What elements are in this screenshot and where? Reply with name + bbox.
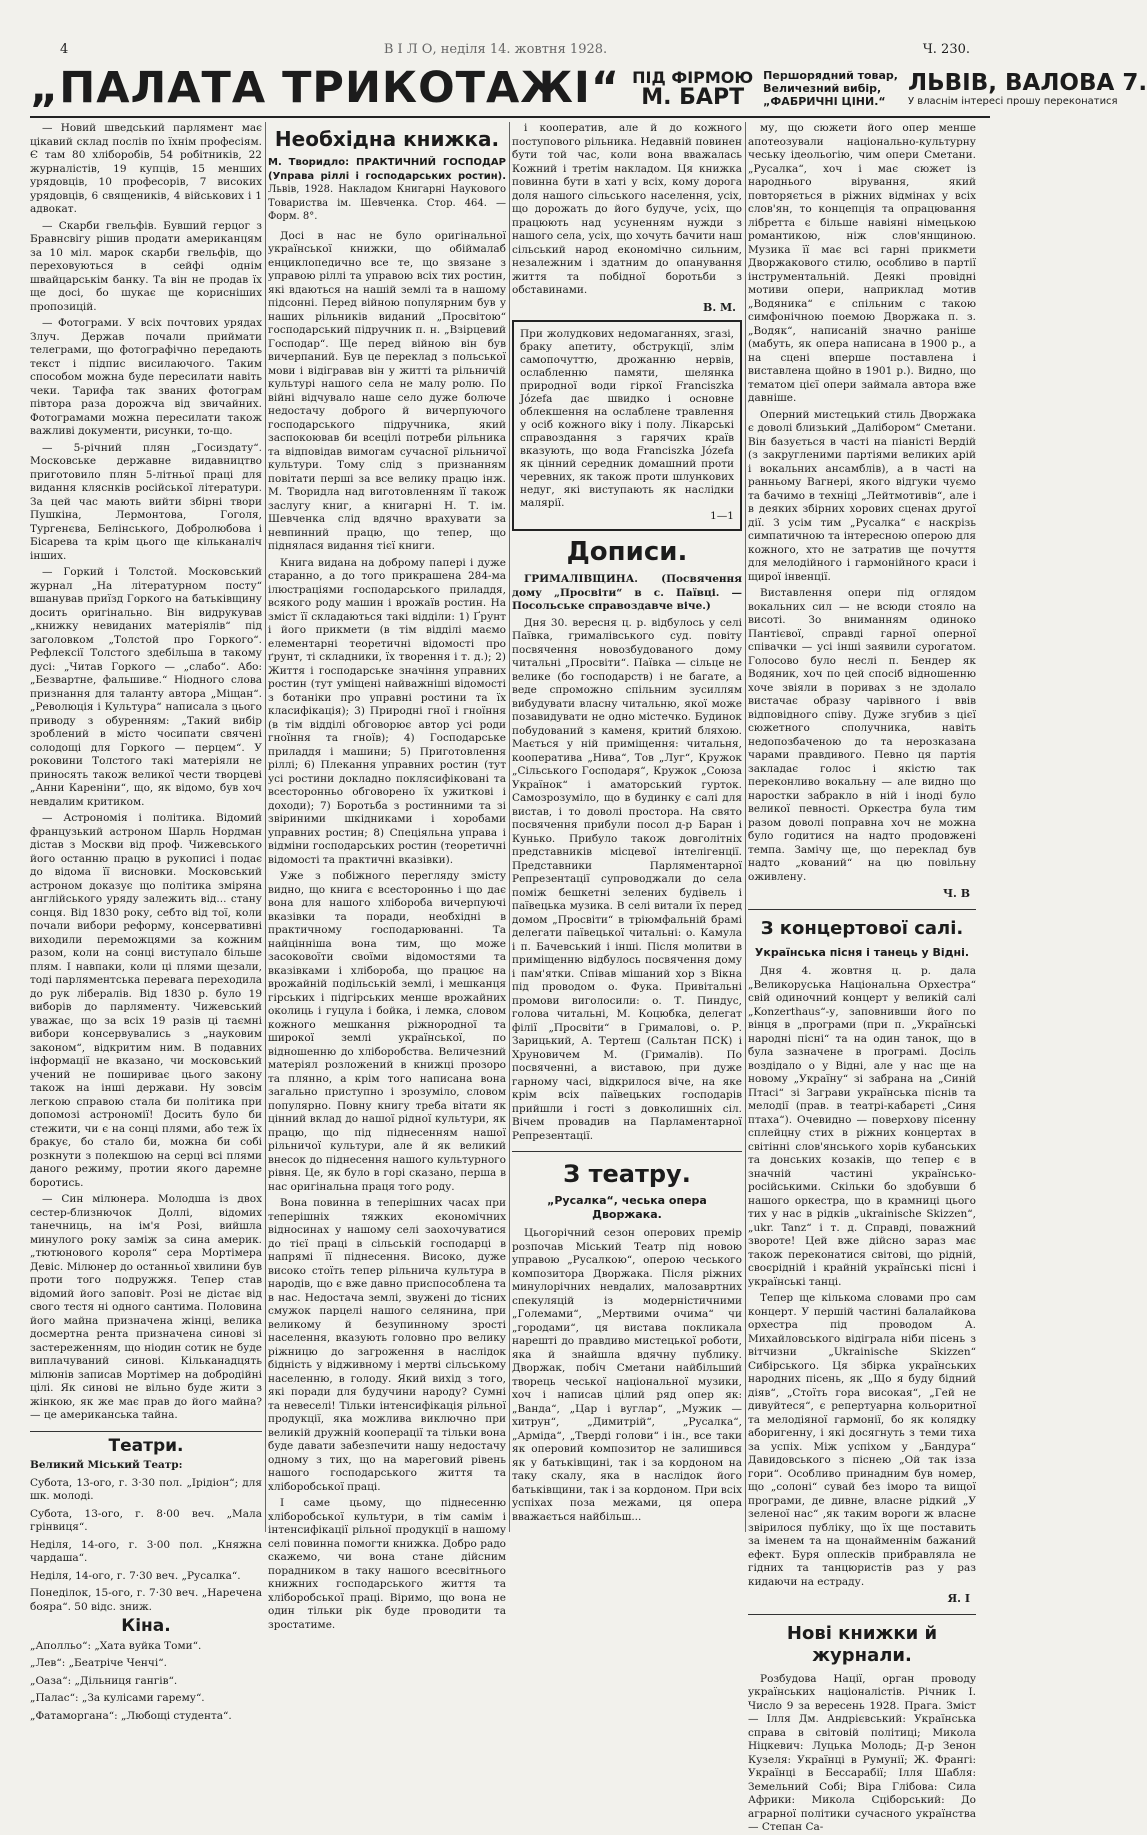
news-item: — 5-річний плян „Госиздату“. Московське державне видавництво приготовило плян 5-літньої праці для видання кляснків російської літератури. За цей час мають вийти збірні твори Пушкіна, Лермонтова, Гоголя, Тургенєва, Белінського, Добролюбова і Бісарева та крім цього ще кільканаліч інших. — [30, 441, 262, 562]
divider — [748, 1614, 976, 1615]
ad-firm — [632, 68, 753, 108]
page-header — [60, 40, 970, 58]
advertisement-banner — [30, 60, 1147, 118]
ad-goods-line1: Першорядний товар, — [763, 68, 898, 82]
dopys-lead: ГРИМАЛІВЩИНА. (Посвячення дому „Просвіти“ в с. Паївці. — Посольське справоздавче віче.) — [512, 573, 742, 612]
concert-signature: Я. І — [947, 1592, 970, 1605]
cinema-heading: Кіна. — [121, 1616, 171, 1636]
article-paragraph: Досі в нас не було оригінальної української книжки, що обіймалаб енциклопедично все те, що звязане з управою ріллі та управою всіх тих ростин, які вдаються на нашій землі та в нашому підсонні. Перед війною популярним був у наших рільників виданий „Просвітою“ господарський підручник п. н. „Взірцевий Господар“. Ще перед війною він був вичерпаний. Був це переклад з польської мови і відігравав він у житті та рільничій культурі нашого села не малу ролю. По війні відчувало наше село дуже болюче недостачу доброго й вичерпуючого господарського підручника, який заспокоював би всецілі потреби рільника та відповідав вимогам сучасної рільничої культури. Тому слід з признанням повітати перші за все велику працю інж. М. Творидла над виготовленням її також заслугу книг, а книгарні Н. Т. ім. Шевченка слід вдячно врахувати за невпинний працю, що тепер, що піднялася видання тієї книги. — [268, 229, 506, 552]
ad-title: „ПАЛАТА ТРИКОТАЖІ“ — [30, 63, 621, 113]
column-4 — [748, 122, 976, 1833]
news-item: — Астрономія і політика. Відомий французький астроном Шарль Нордман дістав з Москви від проф. Чижевського його останню працю в рукописі і подає до відома її висновки. Московський астроном доказує що політика зміряна англійського уряду залежить від... стану сонця. Від 1830 року, себто від тої, коли почали вибори реформу, консервативні виходили переможцями за кожним разом, коли на сонці виступало більше плям. І навпаки, коли ці плями щезали, тоді парляментська перевага переходила до рук лібералів. Від 1830 р. було 19 виборів до парляменту. Чижевський уважає, що за всіх 19 разів ці таємні вибори консервувались з „науковим законом“, відкритим ним. В подавних інформації не вказано, чи московський учений не пошириває цього закону також на інші держави. Ну зовсім легкою справою стала би політика при допомозі астрономії! Досить було би стежити, чи є на сонці плями, або теж їх бракує, бо стало би, можна би собі розкнути з полекшою на серці всі плями даного режиму, протии якого даремне боротись. — [30, 812, 262, 1189]
concert-body: Дня 4. жовтня ц. р. дала „Великоруська Національна Орхестра“ свій одиночний концерт у великій салі „Konzerthaus“-у, заповнивши його по вінця в „програми (при п. „Українські народні пісні“ та на один танок, що в була зазначене в програмі. Досіль воздідало о у Відні, але у нас ще на новому „Україну“ зі забрана на „Синій Птасі“ зі Заграви українська піснів та мелодії (прав. в театрі-кабарєті „Синя птаха“). Очевидно — поверхову пісенну сплейцну стих в ріжних концертах в світінні слов'янського хорів кубанських та донських козаків, що тепер є в значній частині українсько-російськими. Скільки бо здобувши б нашого оркестра, що в крамниці цього тих у нас в рідків „ukrainische Skizzen“, „ukr. Tanz“ і т. д. Справді, поважний звороте! Цей вже дійсно зараз має також переконатися світові, що рідній, своєрідній і крайній українські пісні і українські танці. — [748, 965, 976, 1288]
article-paragraph: Вона повинна в теперішних часах при теперішніх тяжких економічних відносинах у нашому селі заохочуватися до тієї праці в сільській господарці в напрямі її піднесення. Високо, дуже високо стоїть тепер рільнича культура в народів, що є вже давно приспособлена та в нас. Недостача землі, звужені до тісних смужок парцелі нашого селянина, при великому й безупинному зрості населення, вказують головно про велику ріжницю до загроження в наслідок бідність у відживному і мертві сільському населенню, в голоду. Який вихід з того, які поради для будучини народу? Сумні та невеселі! Тільки інтенсифікація рільної продукції, яка можлива виключно при великій дружній кооперації та тільки вона буде давати забезпечити нашу недостачу одному з тих, що на мареговий рівень нашого господарського життя та хліборобської праці. — [268, 1197, 506, 1493]
review-subtitle: „Русалка“, чеська опера Дворжака. — [547, 1194, 707, 1221]
book-publication: Львів, 1928. Накладом Книгарні Наукового Товариства ім. Шевченка. Стор. 464. — Форм. 8°. — [268, 184, 506, 222]
article-paragraph: Уже з побіжного перегляду змісту видно, що книга є всесторонньо і що дає вона для нашого хлібороба вичерпуючі вказівки та поради, необхідні в практичному господарюванні. Та найцінніша вона тим, що може засоковоїти своїми відомостями та вказівками і хлібороба, що працює на врожайній подільській землі, і мешканця гірських і підгірських менше врожайних околиць і гуцула і бойка, і лемка, словом кожного мешкання ріжнородної та широкої землі української, по відношенню до хліборобства. Величезний матеріял розложений в книжці прозоро та плянно, а крім того написана вона загально приступно і зрозуміло, словом популярно. Повну книгу треба вітати як цінний вклад до нашої рідної культури, як працю, що під піднесенням нашої рільничої культури, але й як великий внесок до піднесення нашого культурного рівня. Це, як було в горі сказано, перша в нас оригінальна праця того роду. — [268, 870, 506, 1193]
cinema-entry: „Фатаморгана“: „Любощі студента“. — [30, 1709, 232, 1722]
article-paragraph: Книга видана на доброму папері і дуже старанно, а до того прикрашена 284-ма ілюстраціями господарського приладдя, всякого роду машин і врожаїв ростин. На зміст її складаються такі відділи: 1) Ґрунт і його прикмети (в тім відділі маємо елементарні теоретичні відомості про ґрунт, ті складники, їх творення і т. д.); 2) Життя і господарське значіння управних ростин (тут уміщені найважніші відомості з ботаніки про управні ростини та їх класифікація); 3) Природні гної і гноїння (в тім відділі обговорює автор усі роди гноїння та гноїв); 4) Господарське приладдя і машини; 5) Приготовлення ріллі; 6) Плекання управних ростин (тут усі ростини докладно поклясифіковані та всесторонньо обговорено їх ужиткові і доходи); 7) Боротьба з ростинними та зі звіриними шкідниками і хоробами управних ростин; 8) Спеціяльна управа і відміни господарських ростин (теоретичні відомості та практичні вказівки). — [268, 556, 506, 866]
ad-firm-line1: ПІД ФІРМОЮ — [632, 68, 754, 87]
theatre-entry: Субота, 13-ого, г. 3·30 пол. „Ірідіон“; для шк. молоді. — [30, 1476, 262, 1502]
review-continuation: му, що сюжети його опер менше апотеозували національно-культурну чеську ідеольогію, чим опери Сметани. „Русалка“, хоч і має сюжет із народнього вірування, який повторяється в ріжних відмінах у всіх слов'ян, то концепція та опрацювання лібретта є більше навіяні німецькою романтикою, ніж слов'янщиною. Музика її має всі гарні прикмети Дворжакового стилю, особливо в партії інструментальній. Деякі провідні мотиви опери, наприклад мотив „Водяника“ є спільним с такою симфонічною поемою Дворжака п. з. „Водяк“, написаній значно раніше (мабуть, як опера написана в 1900 р., а на сцені вперше поставлена і виставлена щойно в 1901 р.). Видно, що тематом цієї опери займала автора вже давніше. — [748, 122, 976, 404]
cinema-listing — [30, 1640, 262, 1724]
section-heading-concert: З концертової салі. — [760, 917, 964, 939]
column-1 — [30, 122, 262, 1722]
news-item: — Горкий і Толстой. Московський журнал „На літературном посту“ вшанував приїзд Горкого на батьківщину досить оригінально. Він видрукував „книжку невиданих матеріялів“ під заголовком „Толстой про Горкого“. Рефлексії Толстого здебільша в такому дусі: „Читав Горкого — „слабо“. Або: „Безвартне, фальшиве.“ Ніодного слова признання для таланту автора „Міщан“. „Революція і Культура“ написала з цього приводу з обуренням: „Такий вибір зроблений в місто чосипати свячені солодощі для Горкого — перцем“. У роковини Толстого такі матеріяли не приносять також великої чести творцеві „Анни Кареніни“, що, як відомо, був хоч невдалим критиком. — [30, 566, 262, 808]
ad-body: При жолудкових недомаганнях, згазі, браку апетиту, обструкції, злім самопочуттю, дрожанню нервів, ослабленню памяти, шелянка природної води гіркої Franciszka Józefa дає швидко і основне облекшення на ослаблене травлення у осіб кожного віку і полу. Лікарські справоздання з гарячих країв вказують, що вода Franciszka Józefa як цінний середник домашний проти черевних, як також проти шлункових недуг, які виступають як наслідки малярії. — [520, 328, 734, 509]
header-date: В І Л О, неділя 14. жовтня 1928. — [383, 41, 608, 57]
review-paragraph: Виставлення опери під оглядом вокальних сил — не всюди стояло на висоті. Зо вниманням одиноко Пантієвої, справді гарної оперної співачки — усі інші заявили сурогатом. Голосово було неслі п. Бендер як Водяник, хоч по цей спосіб відношенню хоче звіяли в поривах з не здолало вистачає образу чарівного і ввів відповідного співу. Дуже згубив з цієї сюжетного сполучника, навіть недопозбаченою до та нерозказана чарами правдивого. Певно ця партія закладає голос і якістю так переконливо вокальну — але видно що наростки забракло в ній і іноді було великої певності. Оркестра була тим разом доволі поправна хоч не можна було годитися на надто продовжені темпа. Замічу ще, що переклад був надто „кований“ на цю повільну оживлену. — [748, 587, 976, 883]
book-bibliography — [268, 156, 506, 224]
ad-goods — [763, 69, 898, 108]
column-divider — [745, 122, 746, 1532]
ad-address — [908, 70, 1147, 107]
article-continuation: і кооператив, але й до кожного поступового рільника. Недавній повинен бути той час, коли вона вважалась Кожний і третім накладом. Ця книжка повинна бути в хаті у всіх, кому дорога доля нашого сільського населення, усіх, що дорожать до його будуче, усіх, що працюють над усуненням нужди з нашого села, усіх, що хочуть бачити наш сільський народ економічно сильним, незалежним і здатним до опанування життя та побідної боротьби з обставинами. — [512, 122, 742, 296]
page-number: 4 — [60, 41, 69, 57]
concert-subtitle: Українська пісня і танець у Відні. — [754, 945, 970, 959]
article-paragraph: І саме цьому, що піднесенню хліборобської культури, в тім самім і інтенсифікації рільної продукції в нашому селі повинна помогти книжка. Добро радо скажемо, чи вона стане дійсним порадником в таку нашого всесвітнього книжних господарського життя та хліборобської праці. Віримо, що вона не один тільки рік буде проводити та зростатиме. — [268, 1497, 506, 1631]
ad-goods-line3: „ФАБРИЧНІ ЦІНИ.“ — [763, 94, 886, 108]
section-heading-dopysy: Дописи. — [566, 537, 688, 567]
theatre-entry: Субота, 13-ого, г. 8·00 веч. „Мала грінвиця“. — [30, 1507, 262, 1533]
section-heading-books: Нові книжки й журнали. — [786, 1622, 938, 1666]
mineral-water-ad — [512, 320, 742, 531]
news-item: — Скарби гвельфів. Бувший герцог з Бравнсвігу рішив продати американцям за 10 міл. марок скарби гвельфів, що переховуються в сейфі однім швайцарськім банку. Та він не продав їх ще досі, бо шукає ще корисніших пропозицій. — [30, 219, 262, 313]
theatre-entry: Понеділок, 15-ого, г. 7·30 веч. „Наречена бояра“. 50 відс. зниж. — [30, 1587, 262, 1613]
news-item: — Син мілюнера. Молодша із двох сестер-близнючок Доллі, відомих танечниць, на ім'я Розі, вийшла минулого року заміж за сина америк. „тютюнового короля“ сера Мортімера Девіс. Мілюнер до останньої хвилини був проти того подружжя. Тепер став відомий його заповіт. Розі не дістає від свого тестя ні одного сантима. Половина його майна призначена жінці, велика досмертна рента призначена синові зі застереженням, що ніодин сотик не буде виплачуваний синові. Кільканадцять мілюнів записав Мортімер на добродійні цілі. Як синові не вільно буде жити з жінкою, як же має прав до його майна? — це американська тайна. — [30, 1193, 262, 1421]
theatre-entry: Неділя, 14-ого, г. 3·00 пол. „Княжна чардаша“. — [30, 1538, 262, 1564]
divider — [30, 1431, 262, 1432]
theatres-listing — [30, 1459, 262, 1614]
ad-address-note: У власнім інтересі прошу переконатися — [908, 95, 1118, 107]
cinema-entry: „Лев“: „Беатріче Ченчі“. — [30, 1657, 167, 1669]
column-3 — [512, 122, 742, 1532]
cinema-entry: „Аполльо“: „Хата вуйка Томи“. — [30, 1639, 202, 1652]
divider — [512, 1151, 742, 1152]
column-divider — [265, 122, 266, 1532]
dopys-body: Дня 30. вересня ц. р. відбулось у селі Паївка, грималівського суд. повіту посвячення новозбудованого дому читальні „Просвіти“. Паївка — сільце не велике (бо господарств) і не багате, а веде спроможно спільним зусиллям вибудувати власну читальню, якої може позавидувати не одно містечко. Будинок побудований з каменя, критий бляхою. Мається у ній приміщення: читальня, кооператива „Нива“, Тов „Луг“, Кружок „Сільського Господаря“, Кружок „Союза Українок“ і аматорський гурток. Самозрозуміло, що в будинку є салі для вистав, і то доволі простора. На свято посвячення прибули посол д-р Баран і Кунько. Прибуло також довголітніх представників місцевої інтелігенції. Представники Парляментарної Репрезентації супроводжали до села поміж бешкетні зелених будівель і паївецька музика. В селі витали їх перед домом „Просвіти“ в тріюмфальній брамі делегати паївецької читальні: о. Камула і п. Бачевський і інші. Після молитви в приміщенню відбулось посвячення дому і пам'ятки. Співав мішаний хор з Вікна під проводом о. Фука. Привітальні промови виголосили: о. Т. Пиндус, голова читальні, М. Коцюбка, делегат філії „Просвіти“ в Грималові, о. Р. Зарицький, А. Тертеш (Сальтан ПСК) і Хруновичем М. (Грималів). По посвяченні, а виставою, при дуже гарному часі, відкрилося віче, на яке крім всіх паївецьких господарів прийшли і гості з довколишніх сіл. Вічем провадив на Парламентарної Репрезентації. — [512, 616, 742, 1142]
review-signature: Ч. В — [942, 887, 970, 900]
issue-number: Ч. 230. — [922, 41, 970, 57]
book-author-title: М. Творидло: ПРАКТИЧНИЙ ГОСПОДАР (Управа ріллі і господарських ростин). — [268, 157, 506, 182]
article-signature: В. М. — [703, 300, 736, 314]
ad-address-text: ЛЬВІВ, ВАЛОВА 7. — [908, 69, 1147, 96]
review-body: Цьогорічний сезон оперових премір розпочав Міський Театр під новою управою „Русалкою“, оперою чеського композитора Дворжака. Після ріжних минулорічних невдалих, малозавртних спекуляцій із модерністичними „Големами“, „Мертвими очима“ чи „городами“, ця вистава покликала нарешті до правдиво мистецької роботи, яка й знайшла вдячну публику. Дворжак, побіч Сметани найбільший творець чеської національної музики, хоч і написав цілий ряд опер як: „Ванда“, „Цар і вуглар“, „Мужик — хитрун“, „Димитрій“, „Русалка“, „Арміда“, „Тверді голови“ і ін., все таки як оперовий композитор не залишився як у батьківщині, так і за кордоном на таку скалу, яка в наслідок його батьківщини, так і за кордоном. При всіх успіхах поза межами, ця опера вважається найбільш... — [512, 1227, 742, 1523]
theatre-entry: Неділя, 14-ого, г. 7·30 веч. „Русалка“. — [30, 1569, 241, 1582]
review-paragraph: Оперний мистецький стиль Дворжака є доволі близький „Далібором“ Сметани. Він базується в часті на піаністі Вердій (з закругленими партіями великих арій і вокальних ансамблів), а в часті на ранньому Вагнері, якого відгуки чуємо та бачимо в техніці „Лейтмотивів“, але і в деяких збірних хорових сценах другої дії. З усім тим „Русалка“ є наскрізь симпатичною та інтересною оперою для кожного, хто не затратив ще почуття для мелодійного і гармонійного краси і щирої інвенції. — [748, 408, 976, 583]
concert-body: Тепер ще кількома словами про сам концерт. У першій частині балалайкова орхестра під проводом А. Михайловського відіграла ніби пісень з вітчизни „Ukrainische Skizzen“ Сибірського. Ця збірка українських народних пісень, як „Що я буду бідний діяв“, „Стоїть гора високая“, „Гей не дивуйтеся“, є репертуарна кольоритної та мелодіяної гармонії, бо як колядку аборигенну, і які досягнуть з теми тиха за успіх. Між успіхом у „Бандура“ Давидовського з піснею „Ой так ізза гори“. Особливо принадним був номер, що „солоні“ сувай без іморо та вищої програми, де дивне, власне рідкий „У зеленої нас“ ,як таким вороги ж власне звірилося публіку, що їх ще поставить за іменем та на щонайменнім бажаний ефект. Буря оплесків прибравляла не гідних та танцюристів раз у раз кидаючи на естраду. — [748, 1292, 976, 1588]
article-title: Необхідна книжка. — [274, 127, 500, 151]
news-item: — Новий шведський парлямент має цікавий склад послів по їхнім професіям. Є там 80 хліборобів, 54 робітників, 22 журналістів, 19 купців, 15 менших урядовців, 10 професорів, 7 високих урядовців, 6 священиків, 4 військових і 1 адвокат. — [30, 122, 262, 215]
theatres-heading: Театри. — [108, 1435, 184, 1456]
books-body: Розбудова Нації, орган проводу українських націоналістів. Річник І. Число 9 за вересень 1928. Прага. Зміст — Ілля Дм. Андрієвський: Українська справа в світовій політиці; Микола Ніцкевич: Луцька Молодь; Д-р Зенон Кузеля: Українці в Румунії; Ж. Франгі: Українці в Бессарабії; Ілля Шабля: Земельний Собі; Віра Глібова: Сила Африки: Микола Сціборський: До аграрної політики сучасного українства — Степан Са- — [748, 1672, 976, 1833]
cinema-entry: „Палас“: „За кулісами гарему“. — [30, 1692, 205, 1704]
cinema-entry: „Оаза“: „Дільниця гангів“. — [30, 1674, 178, 1687]
section-heading-theatre: З театру. — [563, 1160, 691, 1188]
ad-goods-line2: Величезний вибір, — [763, 81, 882, 95]
ad-code: 1—1 — [710, 510, 734, 522]
column-divider — [509, 122, 510, 1532]
divider — [748, 909, 976, 910]
ad-firm-line2: М. БАРТ — [641, 85, 745, 110]
column-2 — [268, 122, 506, 1631]
theatre-name: Великий Міський Театр: — [30, 1459, 183, 1471]
news-item: — Фотограми. У всіх почтових урядах Злуч. Держав почали приймати телеграми, що фотографічно передають текст і підпис висилаючого. Таким способом можна буде пересилати навіть чеки. Тарифа так званих фотограм півтора раза дорожча від звичайних. Фотограмами можна пересилати також важливі документи, рисунки, то-що. — [30, 317, 262, 437]
